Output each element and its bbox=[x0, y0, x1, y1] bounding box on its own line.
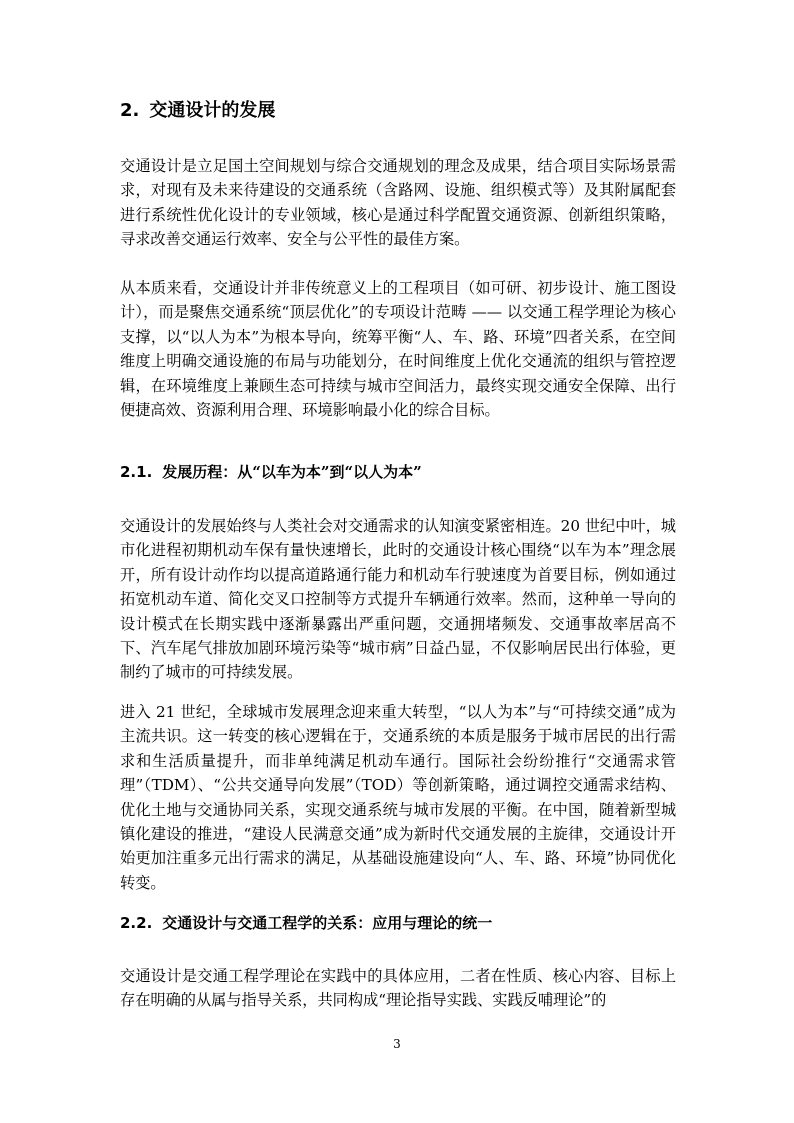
subsection-number: 2.2. bbox=[120, 914, 153, 932]
section-title: 交通设计的发展 bbox=[149, 100, 276, 121]
subsection-title: 交通设计与交通工程学的关系：应用与理论的统一 bbox=[162, 914, 493, 932]
paragraph-relationship: 交通设计是交通工程学理论在实践中的具体应用，二者在性质、核心内容、目标上存在明确的从属与指导关系，共同构成“理论指导实践、实践反哺理论”的 bbox=[120, 967, 676, 1010]
subsection-title: 发展历程：从“以车为本”到“以人为本” bbox=[162, 463, 422, 481]
paragraph-history-early: 交通设计的发展始终与人类社会对交通需求的认知演变紧密相连。20 世纪中叶，城市化进程初期机动车保有量快速增长，此时的交通设计核心围绕“以车为本”理念展开，所有设计动作均以提高道路通行能力和机动车行驶速度为首要目标，例如通过拓宽机动车道、简化交叉口控制等方式提升车辆通行效率。然而，这种单一导向的设计模式在长期实践中逐渐暴露出严重问题，交通拥堵频发、交通事故率居高不下、汽车尾气排放加剧环境污染等“城市病”日益凸显，不仅影响居民出行体验，更制约了城市的可持续发展。 bbox=[120, 517, 676, 682]
paragraph-history-modern: 进入 21 世纪，全球城市发展理念迎来重大转型，“以人为本”与“可持续交通”成为主流共识。这一转变的核心逻辑在于，交通系统的本质是服务于城市居民的出行需求和生活质量提升，而非单纯满足机动车通行。国际社会纷纷推行“交通需求管理”（TDM）、“公共交通导向发展”（TOD）等创新策略，通过调控交通需求结构、优化土地与交通协同关系，实现交通系统与城市发展的平衡。在中国，随着新型城镇化建设的推进，“建设人民满意交通”成为新时代交通发展的主旋律，交通设计开始更加注重多元出行需求的满足，从基础设施建设向“人、车、路、环境”协同优化转变。 bbox=[120, 703, 676, 892]
section-heading bbox=[120, 98, 275, 124]
subsection-heading-2-1 bbox=[120, 461, 422, 483]
page-number: 3 bbox=[393, 1037, 401, 1051]
paragraph-definition: 交通设计是立足国土空间规划与综合交通规划的理念及成果，结合项目实际场景需求，对现有及未来待建设的交通系统（含路网、设施、组织模式等）及其附属配套进行系统性优化设计的专业领域，核心是通过科学配置交通资源、创新组织策略，寻求改善交通运行效率、安全与公平性的最佳方案。 bbox=[120, 157, 676, 249]
subsection-heading-2-2 bbox=[120, 912, 492, 934]
paragraph-essence: 从本质来看，交通设计并非传统意义上的工程项目（如可研、初步设计、施工图设计），而是聚焦交通系统“顶层优化”的专项设计范畴 —— 以交通工程学理论为核心支撑，以“以人为本”为根本导向，统筹平衡“人、车、路、环境”四者关系，在空间维度上明确交通设施的布局与功能划分，在时间维度上优化交通流的组织与管控逻辑，在环境维度上兼顾生态可持续与城市空间活力，最终实现交通安全保障、出行便捷高效、资源利用合理、环境影响最小化的综合目标。 bbox=[120, 279, 676, 420]
subsection-number: 2.1. bbox=[120, 463, 153, 481]
section-number: 2. bbox=[120, 100, 140, 121]
